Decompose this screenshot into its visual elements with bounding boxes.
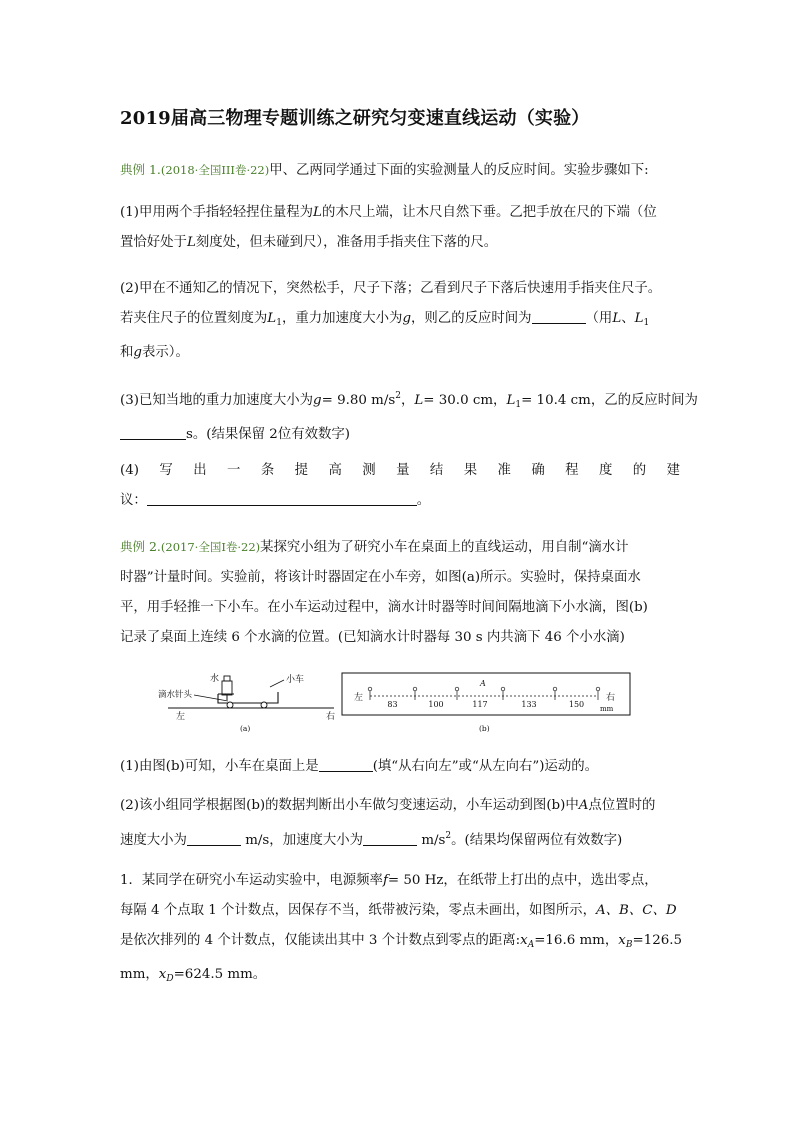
- caption-b: (b): [479, 724, 490, 733]
- example1-step1: [120, 198, 680, 258]
- answer-blank[interactable]: [147, 491, 417, 506]
- label-right: 右: [606, 693, 616, 703]
- drop-marks: [368, 687, 600, 709]
- example1-source: (2018·全国III卷·22): [160, 163, 270, 177]
- wheel: [227, 702, 233, 708]
- problem1-text: 是依次排列的 4 个计数点，仅能读出其中 3 个计数点到零点的距离:: [120, 933, 521, 948]
- problem1-text: =16.6 mm，: [534, 933, 619, 948]
- nozzle-pointer: [194, 695, 228, 701]
- problem1-text: 每隔 4 个点取 1 个计数点，因保存不当，纸带被污染，零点未画出，如图所示，: [120, 903, 596, 918]
- step2-text: 表示）。: [141, 345, 189, 360]
- step2-text: ，重力加速度大小为: [281, 311, 403, 326]
- example1-step2: [120, 274, 680, 368]
- water-drop: [368, 687, 372, 691]
- step4-char: 果: [463, 463, 478, 478]
- water-drop: [455, 687, 459, 691]
- step1-text: 的木尺上端，让木尺自然下垂。乙把手放在尺的下端（位: [321, 205, 657, 220]
- problem1-text: 1．某同学在研究小车运动实验中，电源频率: [120, 873, 383, 888]
- dripper-top: [224, 676, 230, 681]
- experiment-figure: [158, 667, 636, 739]
- example2-q2: [120, 791, 680, 856]
- example2-text: [120, 532, 680, 653]
- step4-char: 量: [396, 463, 410, 478]
- step2-text: 、: [621, 311, 635, 326]
- wheel: [261, 702, 267, 708]
- example1-step3: (3)已知当地的重力加速度大小为g= 9.80 $m/s^2$，L= 30.0 cm，$L_1= 10.4$ cm，乙的反应时间为 s。(结果保留 2位有效数字): [120, 391, 698, 442]
- example1-label: 典例 1.: [120, 162, 161, 177]
- example2-source: (2017·全国Ⅰ卷·22): [160, 540, 261, 554]
- q2-text: m/s，加速度大小为: [245, 833, 364, 848]
- example1-intro: [120, 155, 680, 186]
- q1-text: (填“从右向左”或“从左向右”)运动的。: [372, 759, 598, 774]
- label-water: 水: [210, 674, 220, 684]
- step4-char: 确: [531, 463, 545, 478]
- step3-text: s。(结果保留 2位有效数字): [186, 427, 351, 442]
- step4-char: 出: [193, 463, 207, 478]
- distance-label: 100: [428, 700, 444, 709]
- example2-line: 平，用手轻推一下小车。在小车运动过程中，滴水计时器等时间间隔地滴下小水滴，图(b): [120, 600, 648, 615]
- step3-text: = 10.4 cm，乙的反应时间为: [521, 393, 698, 408]
- label-left: 左: [176, 712, 186, 722]
- variable-A: A: [578, 798, 589, 813]
- step4-spread-line: [120, 456, 680, 486]
- variable-g: g: [402, 311, 412, 326]
- step4-char: 一: [227, 463, 241, 478]
- caption-a: (a): [240, 724, 251, 733]
- step4-char: 建: [666, 463, 680, 478]
- variable-L: L: [612, 311, 622, 326]
- variable-L: L: [506, 393, 516, 408]
- step3-text: = 30.0 cm，: [423, 393, 507, 408]
- step1-text: 刻度处，但未碰到尺），准备用手指夹住下落的尺。: [195, 235, 498, 250]
- step3-text: (3)已知当地的重力加速度大小为: [120, 393, 314, 408]
- subscript: 1: [643, 318, 650, 328]
- water-drop: [413, 687, 417, 691]
- step4-text: 。: [416, 493, 431, 508]
- figure-a: [158, 672, 335, 733]
- variable-L: L: [186, 235, 196, 250]
- distance-label: 150: [568, 700, 585, 709]
- variable-g: g: [313, 393, 322, 408]
- step2-text: （用: [585, 311, 613, 326]
- step4-text: 议：: [120, 493, 147, 508]
- step4-char: 的: [632, 463, 647, 478]
- point-A-label: A: [480, 679, 486, 688]
- step2-text: (2)甲在不通知乙的情况下，突然松手，尺子下落；乙看到尺子下落后快速用手指夹住尺子。: [120, 281, 662, 296]
- problem1-text: = 50 Hz，在纸带上打出的点中，选出零点，: [387, 873, 658, 888]
- figure-b: [342, 673, 630, 733]
- problem1: [120, 866, 683, 994]
- example1-step4: [120, 456, 680, 516]
- step4-char: 度: [598, 463, 613, 478]
- step4-char: 测: [362, 463, 376, 478]
- answer-blank[interactable]: [187, 831, 241, 846]
- variable-L: L: [313, 205, 322, 220]
- q2-text: 速度大小为: [120, 833, 187, 848]
- step4-char: 条: [260, 463, 275, 478]
- step3-text: = 9.80 m/s: [321, 393, 396, 408]
- label-car: 小车: [286, 675, 305, 685]
- variable-x: x: [158, 967, 167, 982]
- point-labels: A、B、C、D: [595, 903, 677, 918]
- subscript: D: [166, 974, 174, 984]
- superscript: 2: [395, 391, 401, 401]
- example2-label: 典例 2.: [120, 539, 161, 554]
- q2-text: 。(结果均保留两位有效数字): [451, 833, 623, 848]
- label-left: 左: [354, 693, 364, 703]
- example1-intro-text: 甲、乙两同学通过下面的实验测量人的反应时间。实验步骤如下:: [269, 163, 649, 178]
- water-drop: [596, 687, 600, 691]
- dripper-body: [222, 681, 232, 695]
- problem1-text: mm，: [120, 967, 159, 982]
- step4-char: 写: [159, 463, 173, 478]
- step4-char: 提: [294, 463, 309, 478]
- subscript: B: [625, 940, 633, 950]
- answer-blank[interactable]: [120, 425, 186, 440]
- q2-text: m/s: [421, 833, 446, 848]
- water-drop: [553, 687, 557, 691]
- variable-x: x: [520, 933, 528, 948]
- step4-char: 准: [497, 463, 511, 478]
- variable-g: g: [133, 345, 142, 360]
- problem1-text: =126.5: [632, 933, 683, 948]
- answer-blank[interactable]: [532, 309, 586, 324]
- step4-char: (4): [120, 463, 139, 478]
- step1-text: 置恰好处于: [120, 235, 187, 250]
- step2-text: 和: [120, 345, 134, 360]
- water-drop: [501, 687, 505, 691]
- car-pointer: [270, 680, 284, 687]
- variable-x: x: [618, 933, 626, 948]
- variable-f: f: [382, 873, 388, 888]
- distance-label: 83: [387, 700, 398, 709]
- example2-line: 时器”计量时间。实验前，将该计时器固定在小车旁，如图(a)所示。实验时，保持桌面水: [120, 570, 641, 585]
- subscript: 1: [276, 318, 282, 328]
- page-title: 2019届高三物理专题训练之研究匀变速直线运动（实验）: [120, 108, 590, 129]
- step1-text: (1)甲用两个手指轻轻捏住量程为: [120, 205, 314, 220]
- answer-blank[interactable]: [319, 757, 373, 772]
- distance-label: 133: [521, 700, 537, 709]
- step2-text: ，则乙的反应时间为: [411, 311, 532, 326]
- superscript: 2: [445, 831, 452, 841]
- variable-L: L: [267, 311, 277, 326]
- subscript: A: [527, 940, 535, 950]
- subscript: 1: [515, 400, 522, 410]
- q2-text: 点位置时的: [588, 798, 656, 813]
- problem1-text: =624.5 mm。: [173, 967, 267, 982]
- variable-L: L: [414, 393, 424, 408]
- example2-q1: [120, 752, 680, 782]
- q1-text: (1)由图(b)可知，小车在桌面上是: [120, 759, 319, 774]
- step4-char: 结: [429, 463, 444, 478]
- variable-L: L: [634, 311, 644, 326]
- label-right: 右: [326, 712, 336, 722]
- unit-label: mm: [600, 705, 614, 713]
- label-nozzle: 滴水针头: [158, 690, 193, 700]
- step2-text: 若夹住尺子的位置刻度为: [120, 311, 268, 326]
- step4-char: 程: [565, 463, 579, 478]
- example2-line: 某探究小组为了研究小车在桌面上的直线运动，用自制“滴水计: [260, 540, 629, 555]
- answer-blank[interactable]: [363, 831, 417, 846]
- q2-text: (2)该小组同学根据图(b)的数据判断出小车做匀变速运动，小车运动到图(b)中: [120, 798, 579, 813]
- step4-char: 高: [328, 463, 342, 478]
- distance-label: 117: [472, 700, 488, 709]
- example2-line: 记录了桌面上连续 6 个水滴的位置。(已知滴水计时器每 30 s 内共滴下 46 个小水滴): [120, 630, 625, 645]
